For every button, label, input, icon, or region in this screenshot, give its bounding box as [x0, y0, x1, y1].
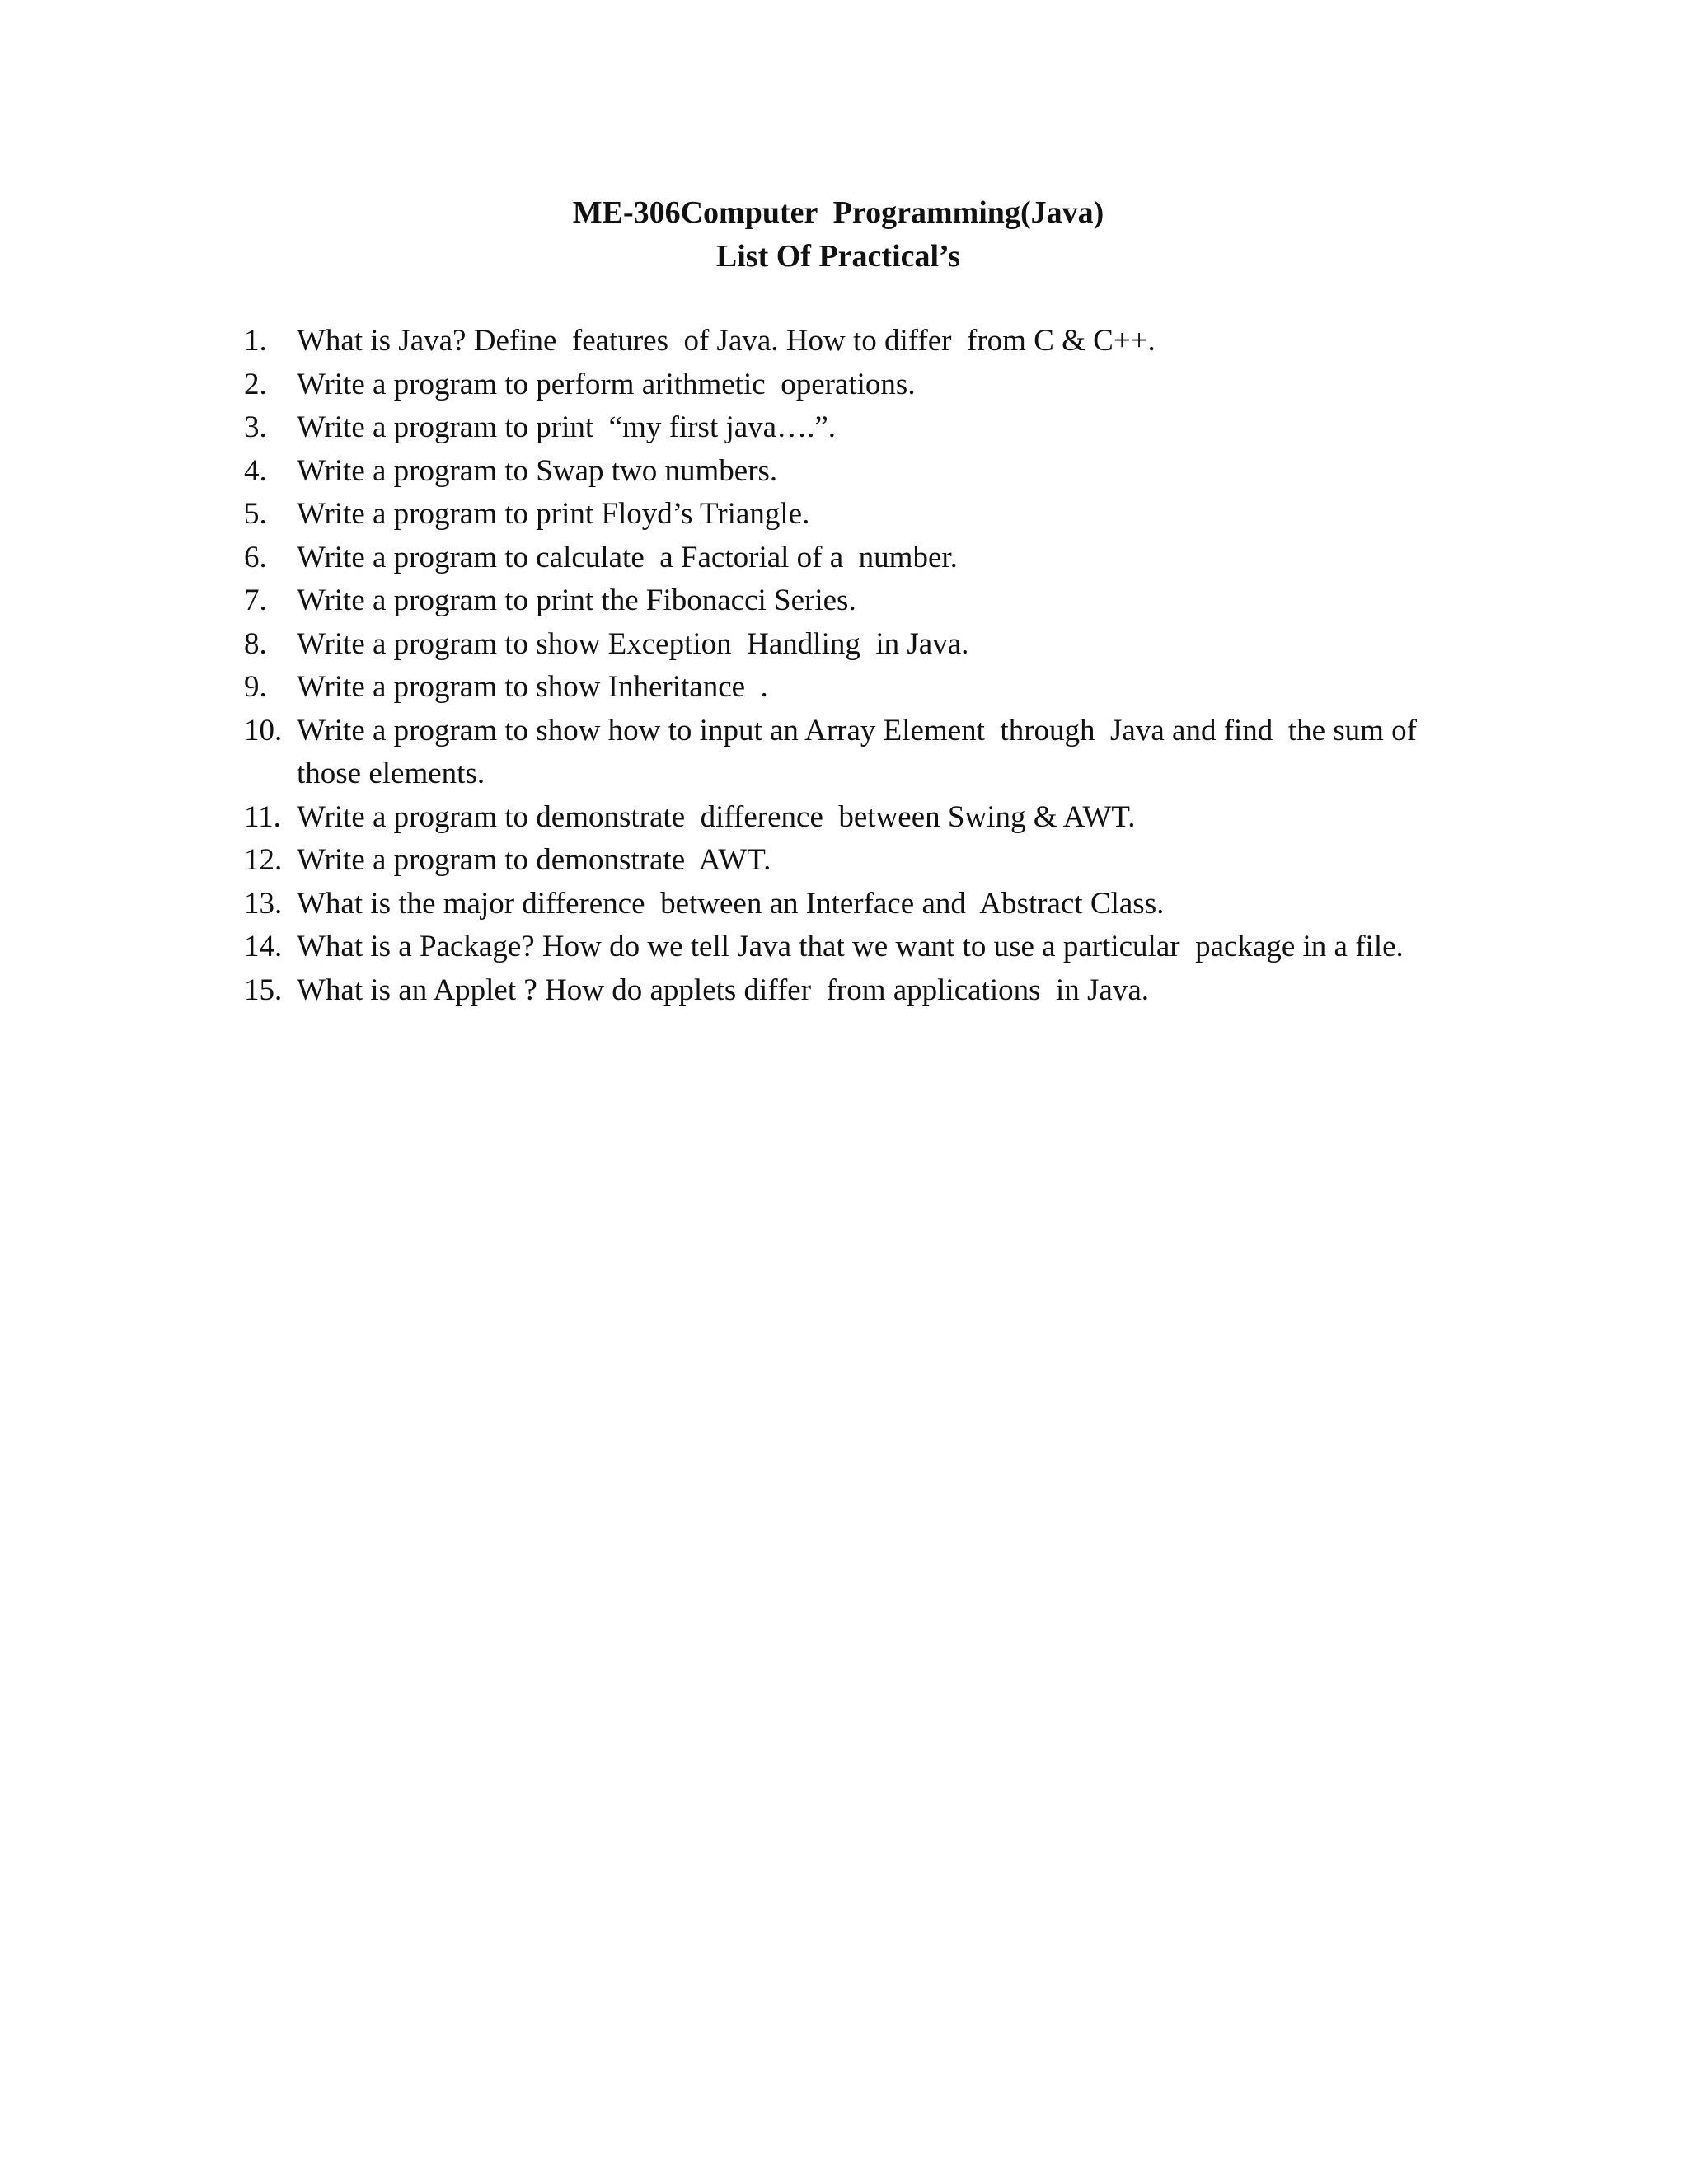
list-item — [244, 579, 1447, 623]
list-item-number: 4. — [244, 453, 267, 488]
list-item — [244, 363, 1447, 407]
list-item — [244, 839, 1447, 883]
list-item-number: 2. — [244, 367, 267, 401]
list-item-text: What is Java? Define features of Java. How to differ from C & C++. — [297, 324, 1156, 358]
list-item-text: Write a program to show Inheritance . — [297, 670, 768, 704]
list-item-number: 10. — [244, 713, 283, 748]
list-item-text: Write a program to perform arithmetic operations. — [297, 367, 916, 401]
list-item-text: Write a program to calculate a Factorial of a number. — [297, 540, 958, 574]
list-item-text: Write a program to print Floyd’s Triangle. — [297, 497, 810, 531]
list-item-number: 15. — [244, 972, 283, 1007]
list-item-number: 13. — [244, 886, 283, 921]
list-item — [244, 493, 1447, 537]
list-item — [244, 796, 1447, 840]
list-item-number: 3. — [244, 410, 267, 444]
list-item — [244, 969, 1447, 1013]
list-item — [244, 883, 1447, 926]
list-item-text: Write a program to print “my first java….”. — [297, 410, 837, 444]
practicals-list — [244, 320, 1447, 1012]
list-item-number: 9. — [244, 670, 267, 704]
list-item-text: What is the major difference between an Interface and Abstract Class. — [297, 886, 1165, 921]
document-title: ME-306Computer Programming(Java) — [572, 195, 1104, 230]
list-item — [244, 537, 1447, 580]
list-item — [244, 320, 1447, 363]
list-item — [244, 666, 1447, 710]
list-item-text: Write a program to show how to input an Array Element through Java and find the sum of those elements. — [297, 713, 1425, 790]
list-item — [244, 406, 1447, 450]
header — [0, 191, 1676, 279]
list-item-text: What is a Package? How do we tell Java that we want to use a particular package in a file. — [297, 930, 1404, 963]
document-subtitle: List Of Practical’s — [715, 239, 961, 274]
list-item-number: 6. — [244, 540, 267, 574]
list-item-number: 11. — [244, 799, 281, 834]
list-item — [244, 710, 1447, 796]
list-item-number: 5. — [244, 497, 267, 531]
list-item-number: 1. — [244, 324, 267, 358]
list-item-text: Write a program to demonstrate difference between Swing & AWT. — [297, 799, 1136, 834]
list-item-text: What is an Applet ? How do applets differ from applications in Java. — [297, 972, 1150, 1007]
list-item-number: 14. — [244, 930, 283, 963]
list-item — [244, 623, 1447, 667]
list-item-text: Write a program to demonstrate AWT. — [297, 843, 771, 877]
list-item — [244, 450, 1447, 494]
list-item-number: 8. — [244, 626, 267, 661]
list-item-number: 12. — [244, 843, 283, 877]
list-item — [244, 926, 1447, 969]
list-item-text: Write a program to print the Fibonacci Series. — [297, 583, 856, 617]
list-item-text: Write a program to show Exception Handling in Java. — [297, 626, 969, 661]
list-item-text: Write a program to Swap two numbers. — [297, 453, 778, 488]
list-item-number: 7. — [244, 583, 267, 617]
